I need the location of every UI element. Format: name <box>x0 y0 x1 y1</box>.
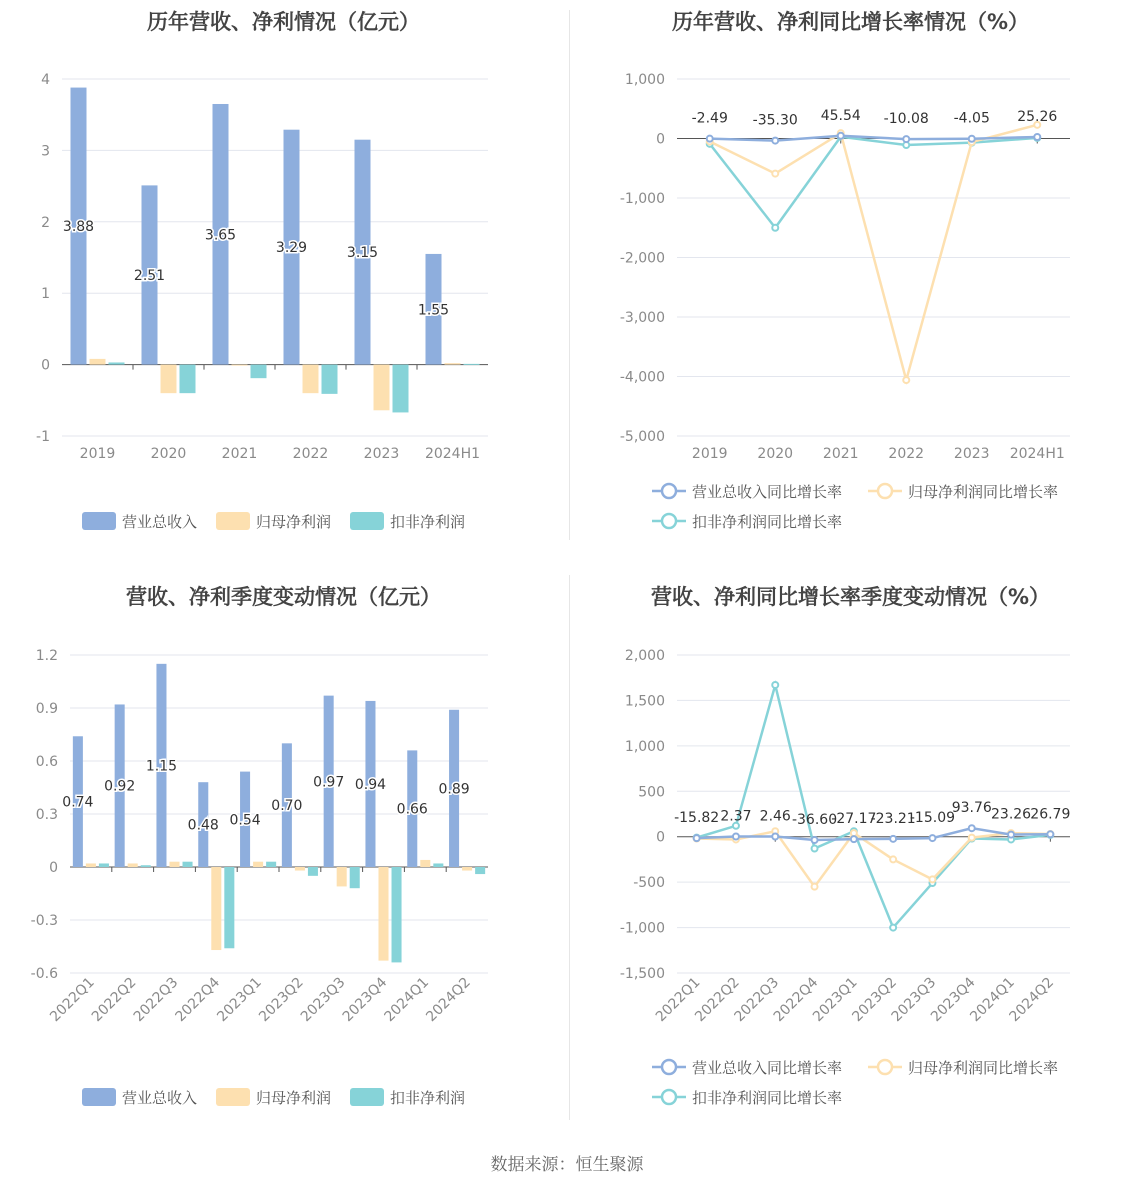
bar <box>224 867 234 948</box>
bar <box>99 863 109 867</box>
bar <box>337 867 347 886</box>
data-point <box>903 136 909 142</box>
series-line <box>710 125 1038 380</box>
y-tick-label: -0.6 <box>30 966 58 982</box>
bar <box>86 863 96 867</box>
data-point <box>890 856 896 862</box>
data-label: 1.55 <box>417 302 450 319</box>
legend-swatch <box>350 512 384 530</box>
data-label: 3.65 <box>204 227 237 244</box>
y-tick-label: 0 <box>49 860 58 876</box>
bar <box>378 867 388 961</box>
data-label: 0.89 <box>438 781 470 798</box>
legend-swatch <box>216 1088 250 1106</box>
legend-marker <box>878 1060 892 1074</box>
y-tick-label: 0 <box>41 357 50 374</box>
data-label: 26.79 <box>1030 806 1071 823</box>
quarterly-growth-chart <box>567 575 1134 1150</box>
bar <box>295 867 305 871</box>
series-line <box>710 137 1038 228</box>
bar <box>90 359 106 365</box>
chart-title: 历年营收、净利同比增长率情况（%） <box>671 10 1030 34</box>
legend-label: 扣非净利润同比增长率 <box>692 1089 843 1107</box>
bar <box>128 863 138 867</box>
source-note: 数据来源：恒生聚源 <box>490 1155 644 1175</box>
bar <box>169 862 179 867</box>
legend-label: 扣非净利润 <box>390 1089 466 1107</box>
quarterly-values-chart <box>0 575 567 1150</box>
data-point <box>969 835 975 841</box>
y-tick-label: 2,000 <box>624 648 665 664</box>
data-point <box>890 836 896 842</box>
x-tick-label: 2023Q2 <box>849 974 900 1026</box>
bar <box>232 365 248 366</box>
data-point <box>851 836 857 842</box>
y-tick-label: -4,000 <box>619 369 665 386</box>
data-point <box>772 833 778 839</box>
bar <box>161 365 177 394</box>
x-tick-label: 2023Q1 <box>810 974 861 1026</box>
x-tick-label: 2020 <box>150 446 187 462</box>
bar <box>308 867 318 876</box>
bar <box>251 365 267 379</box>
x-tick-label: 2023Q1 <box>214 974 265 1026</box>
x-tick-label: 2021 <box>822 446 859 462</box>
data-point <box>772 171 778 177</box>
x-tick-label: 2023 <box>953 446 990 462</box>
x-tick-label: 2022Q1 <box>652 974 704 1026</box>
y-tick-label: -500 <box>633 875 665 892</box>
data-point <box>929 876 935 882</box>
legend-swatch <box>350 1088 384 1106</box>
bar <box>183 862 193 867</box>
data-label: 2.46 <box>759 808 791 825</box>
bar <box>420 860 430 867</box>
chart-title: 营收、净利同比增长率季度变动情况（%） <box>650 585 1051 609</box>
x-tick-label: 2023Q2 <box>256 974 307 1026</box>
legend-marker <box>662 484 676 498</box>
y-tick-label: -1,000 <box>619 920 665 937</box>
quarterly-values-panel <box>0 575 567 1150</box>
data-point <box>969 136 975 142</box>
legend-label: 营业总收入 <box>122 513 198 531</box>
data-label: 0.70 <box>271 798 303 815</box>
y-tick-label: -1 <box>36 429 50 445</box>
data-label: -4.05 <box>953 110 990 127</box>
bar <box>350 867 360 888</box>
data-point <box>1034 134 1040 140</box>
data-label: 0.92 <box>104 778 136 795</box>
annual-growth-panel <box>567 0 1134 575</box>
data-label: 0.97 <box>313 774 345 791</box>
bar <box>211 867 221 950</box>
bar <box>475 867 485 874</box>
data-label: -15.09 <box>909 810 956 827</box>
vertical-divider <box>569 575 570 1120</box>
data-point <box>733 833 739 839</box>
data-label: -27.17 <box>831 811 877 828</box>
x-tick-label: 2022 <box>292 446 329 462</box>
x-tick-label: 2022Q3 <box>731 974 783 1026</box>
data-label: -35.30 <box>752 112 798 129</box>
x-tick-label: 2022Q3 <box>130 974 182 1026</box>
y-tick-label: -3,000 <box>619 310 665 326</box>
x-tick-label: 2019 <box>79 446 116 462</box>
data-label: 0.94 <box>354 776 387 793</box>
legend-marker <box>662 1060 676 1074</box>
quarterly-growth-panel <box>567 575 1134 1150</box>
x-tick-label: 2022 <box>888 446 925 462</box>
y-tick-label: 0 <box>656 131 665 148</box>
data-label: 0.66 <box>396 801 428 818</box>
y-tick-label: 500 <box>638 784 665 801</box>
bar <box>109 362 125 364</box>
x-tick-label: 2019 <box>691 446 728 462</box>
y-tick-label: -1,500 <box>619 966 665 982</box>
legend-label: 归母净利润 <box>256 1089 332 1107</box>
y-tick-label: 1,000 <box>624 72 665 88</box>
data-label: -23.21 <box>870 810 916 827</box>
data-point <box>838 133 844 139</box>
x-tick-label: 2022Q4 <box>172 974 224 1026</box>
data-point <box>890 925 896 931</box>
legend-label: 扣非净利润同比增长率 <box>692 513 843 531</box>
legend-swatch <box>216 512 250 530</box>
data-point <box>694 835 700 841</box>
data-label: 3.15 <box>346 245 379 262</box>
legend-label: 归母净利润 <box>256 513 332 531</box>
x-tick-label: 2024Q1 <box>967 974 1018 1026</box>
data-point <box>812 837 818 843</box>
x-tick-label: 2020 <box>757 446 794 462</box>
legend-swatch <box>82 512 116 530</box>
x-tick-label: 2024Q2 <box>1006 974 1058 1026</box>
x-tick-label: 2022Q4 <box>770 974 822 1026</box>
x-tick-label: 2023Q4 <box>339 974 391 1026</box>
data-point <box>812 846 818 852</box>
data-point <box>812 884 818 890</box>
data-label: -2.49 <box>691 110 728 127</box>
bar <box>180 365 196 394</box>
data-label: 25.26 <box>1017 108 1058 125</box>
data-label: 1.15 <box>145 758 178 775</box>
bar <box>393 365 409 413</box>
bar <box>303 365 319 394</box>
legend-marker <box>878 484 892 498</box>
bar <box>392 867 402 962</box>
data-point <box>1008 832 1014 838</box>
bar <box>253 862 263 867</box>
data-label: 45.54 <box>820 107 861 124</box>
annual-growth-chart <box>567 0 1134 575</box>
x-tick-label: 2023Q3 <box>888 974 940 1026</box>
legend-label: 归母净利润同比增长率 <box>908 483 1059 501</box>
legend-label: 扣非净利润 <box>390 513 466 531</box>
data-point <box>772 682 778 688</box>
x-tick-label: 2024H1 <box>1009 446 1065 462</box>
y-tick-label: -2,000 <box>619 250 665 267</box>
y-tick-label: 0.6 <box>35 754 58 770</box>
y-tick-label: 1,000 <box>624 738 665 755</box>
legend-marker <box>662 1090 676 1104</box>
data-label: 0.48 <box>187 817 219 834</box>
data-point <box>969 825 975 831</box>
data-label: 3.88 <box>62 219 95 236</box>
legend-swatch <box>82 1088 116 1106</box>
x-tick-label: 2023Q3 <box>297 974 349 1026</box>
data-label: 2.37 <box>720 808 752 825</box>
y-tick-label: 0.9 <box>35 701 58 717</box>
data-point <box>851 830 857 836</box>
y-tick-label: 3 <box>41 143 50 160</box>
chart-title: 营收、净利季度变动情况（亿元） <box>126 585 441 609</box>
x-tick-label: 2022Q2 <box>88 974 140 1026</box>
x-tick-label: 2022Q1 <box>47 974 98 1026</box>
x-tick-label: 2024H1 <box>424 446 481 462</box>
data-label: -10.08 <box>883 111 929 128</box>
y-tick-label: 0.3 <box>35 807 58 823</box>
y-tick-label: -0.3 <box>30 913 58 929</box>
x-tick-label: 2023 <box>363 446 400 462</box>
x-tick-label: 2021 <box>221 446 258 462</box>
bar <box>322 365 338 394</box>
legend-label: 营业总收入 <box>122 1089 198 1107</box>
legend-label: 营业总收入同比增长率 <box>692 1059 843 1077</box>
data-label: 0.74 <box>62 794 94 811</box>
x-tick-label: 2024Q2 <box>423 974 474 1026</box>
data-label: 23.26 <box>991 806 1032 823</box>
x-tick-label: 2023Q4 <box>927 974 979 1026</box>
y-tick-label: 1 <box>41 286 50 303</box>
data-label: 93.76 <box>951 800 992 817</box>
y-tick-label: 1,500 <box>624 693 665 710</box>
data-point <box>772 225 778 231</box>
vertical-divider <box>569 10 570 540</box>
x-tick-label: 2022Q2 <box>692 974 743 1026</box>
bar <box>462 867 472 871</box>
bar <box>141 865 151 867</box>
y-tick-label: 0 <box>656 829 665 846</box>
legend-label: 营业总收入同比增长率 <box>692 483 843 501</box>
data-point <box>903 377 909 383</box>
data-label: -15.82 <box>674 810 720 827</box>
data-point <box>707 136 713 142</box>
data-label: -36.60 <box>791 812 838 829</box>
chart-title: 历年营收、净利情况（亿元） <box>147 10 420 34</box>
x-tick-label: 2024Q1 <box>381 974 433 1026</box>
y-tick-label: 2 <box>41 214 50 231</box>
annual-values-panel <box>0 0 567 575</box>
bar <box>433 863 443 867</box>
y-tick-label: -1,000 <box>619 191 665 207</box>
data-label: 2.51 <box>133 267 166 284</box>
y-tick-label: -5,000 <box>619 429 665 445</box>
bar <box>445 363 461 364</box>
bar <box>464 364 480 365</box>
bar <box>266 862 276 867</box>
data-point <box>929 835 935 841</box>
bar <box>374 365 390 411</box>
data-label: 3.29 <box>275 240 308 257</box>
data-label: 0.54 <box>229 812 261 829</box>
legend-marker <box>662 514 676 528</box>
data-point <box>1047 831 1053 837</box>
y-tick-label: 1.2 <box>35 648 58 664</box>
data-point <box>772 138 778 144</box>
annual-values-chart <box>0 0 567 575</box>
legend-label: 归母净利润同比增长率 <box>908 1059 1059 1077</box>
y-tick-label: 4 <box>41 72 50 88</box>
